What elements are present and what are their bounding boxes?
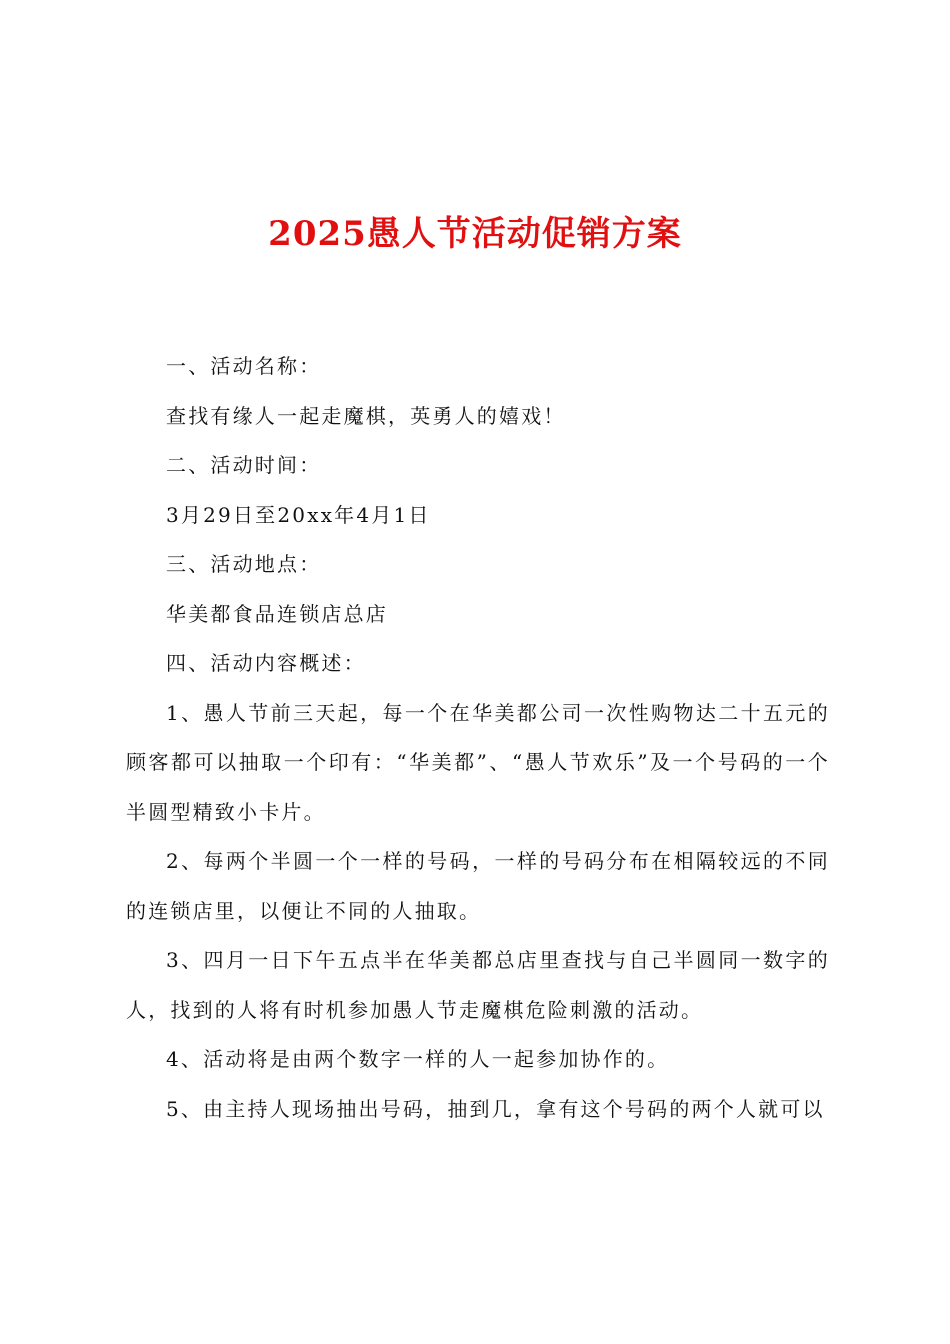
paragraph-activity-name: 查找有缘人一起走魔棋，英勇人的嬉戏！ [166, 403, 566, 428]
paragraph-activity-location: 华美都食品连锁店总店 [166, 601, 388, 626]
section-heading-activity-location: 三、活动地点： [166, 552, 322, 576]
section-heading-activity-content: 四、活动内容概述： [166, 651, 366, 675]
paragraph-content-item-5: 5、由主持人现场抽出号码，抽到几，拿有这个号码的两个人就可以 [166, 1096, 825, 1121]
paragraph-content-item-2: 2、每两个半圆一个一样的号码，一样的号码分布在相隔较远的不同的连锁店里，以便让不同的人抽取。 [126, 849, 830, 923]
paragraph-content-item-3: 3、四月一日下午五点半在华美都总店里查找与自己半圆同一数字的人，找到的人将有时机参加愚人节走魔棋危险刺激的活动。 [126, 948, 830, 1022]
section-heading-activity-name: 一、活动名称： [166, 354, 322, 378]
paragraph-content-item-1: 1、愚人节前三天起，每一个在华美都公司一次性购物达二十五元的顾客都可以抽取一个印有：“华美都”、“愚人节欢乐”及一个号码的一个半圆型精致小卡片。 [126, 700, 830, 824]
section-heading-activity-time: 二、活动时间： [166, 453, 322, 477]
paragraph-content-item-4: 4、活动将是由两个数字一样的人一起参加协作的。 [166, 1047, 670, 1071]
paragraph-activity-time: 3月29日至20xx年4月1日 [166, 502, 431, 527]
document-body [126, 342, 830, 1134]
document-title: 2025愚人节活动促销方案 [268, 214, 682, 254]
